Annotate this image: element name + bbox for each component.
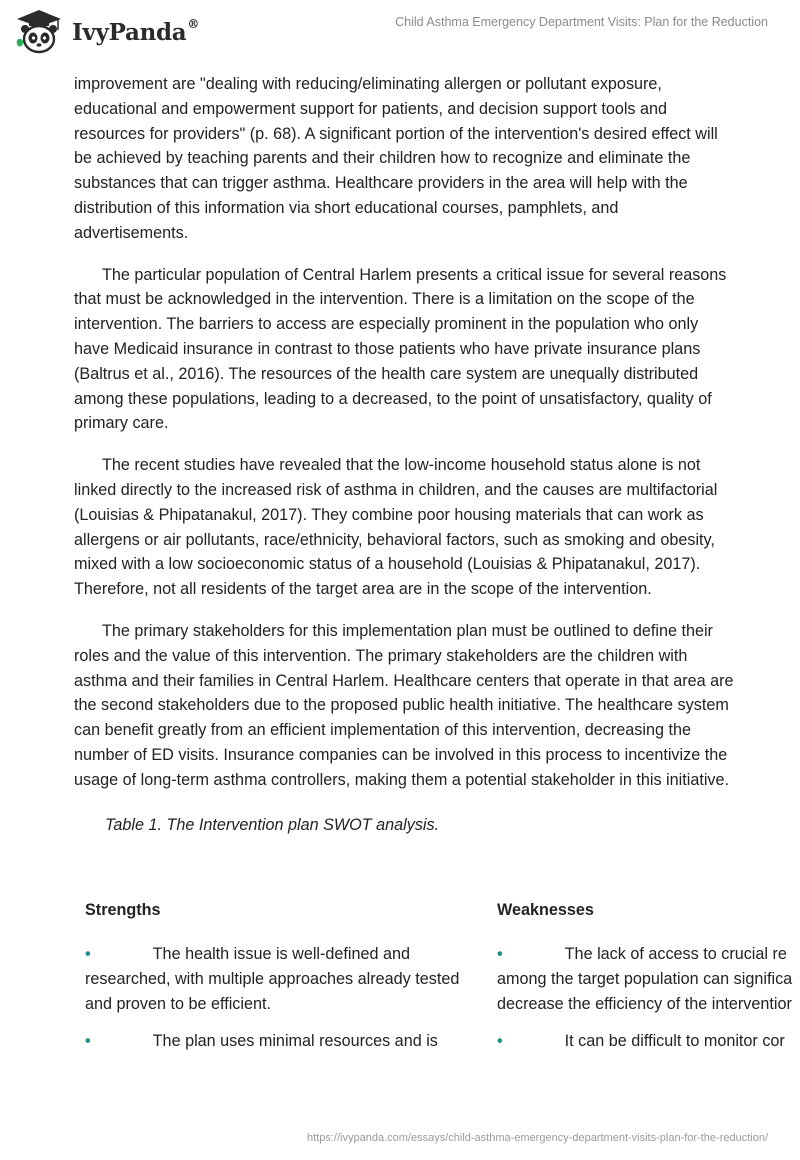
bullet-icon: • <box>85 1032 91 1051</box>
paragraph-4: The primary stakeholders for this implementation plan must be outlined to define their roles and the value of this intervention. The primary stakeholders are the children with asthma and their families in Central Harlem. Healthcare centers that operate in that area are the second stakeholders due to the proposed public health initiative. The healthcare system can benefit greatly from an efficient implementation of this intervention, decreasing the number of ED visits. Insurance companies can be involved in this process to incentivize the usage of long-term asthma controllers, making them a potential stakeholder in this initiative. <box>74 621 734 789</box>
document-title: Child Asthma Emergency Department Visits: Plan for the Reduction <box>395 15 768 29</box>
bullet-icon: • <box>497 1032 503 1051</box>
strength-item-2: • The plan uses minimal resources and is <box>85 1032 438 1051</box>
bullet-icon: • <box>85 945 91 963</box>
essay-body <box>74 72 734 837</box>
paragraph-1: improvement are "dealing with reducing/eliminating allergen or pollutant exposure, educational and empowerment support for patients, and decision support tools and resources for providers" (p. 68). A significant portion of the intervention's desired effect will be achieved by teaching parents and their children how to recognize and eliminate the substances that can trigger asthma. Healthcare providers in the area will help with the distribution of this information via short educational courses, pamphlets, and advertisements. <box>74 75 718 242</box>
weaknesses-column <box>497 898 800 1058</box>
table-caption: Table 1. The Intervention plan SWOT analysis. <box>105 815 440 834</box>
source-url-link[interactable]: https://ivypanda.com/essays/child-asthma-emergency-department-visits-plan-for-the-reduction/ <box>307 1132 768 1144</box>
strengths-heading: Strengths <box>85 901 161 919</box>
ivypanda-logo[interactable] <box>14 8 199 56</box>
weakness-item-1: • The lack of access to crucial re among the target population can significa decrease the efficiency of the interventior <box>497 945 793 1013</box>
strength-item-1: • The health issue is well-defined and researched, with multiple approaches already tested and proven to be efficient. <box>85 945 460 1013</box>
weakness-item-2: • It can be difficult to monitor cor <box>497 1032 785 1051</box>
page-header <box>0 0 800 70</box>
strengths-column <box>85 898 480 1058</box>
panda-graduate-icon <box>14 8 64 56</box>
weaknesses-heading: Weaknesses <box>497 901 594 919</box>
swot-table <box>85 898 800 1058</box>
bullet-icon: • <box>497 945 503 963</box>
paragraph-3: The recent studies have revealed that the low-income household status alone is not linked directly to the increased risk of asthma in children, and the causes are multifactorial (Louisias & Phipatanakul, 2017). They combine poor housing materials that can work as allergens or air pollutants, race/ethnicity, behavioral factors, such as smoking and obesity, mixed with a low socioeconomic status of a household (Louisias & Phipatanakul, 2017). Therefore, not all residents of the target area are in the scope of the intervention. <box>74 456 718 599</box>
paragraph-2: The particular population of Central Harlem presents a critical issue for several reasons that must be acknowledged in the intervention. There is a limitation on the scope of the intervention. The barriers to access are especially prominent in the population who only have Medicaid insurance in contrast to those patients who have private insurance plans (Baltrus et al., 2016). The resources of the health care system are unequally distributed among these populations, leading to a decreased, to the point of unsatisfactory, quality of primary care. <box>74 265 727 433</box>
brand-name: IvyPanda® <box>72 16 200 46</box>
